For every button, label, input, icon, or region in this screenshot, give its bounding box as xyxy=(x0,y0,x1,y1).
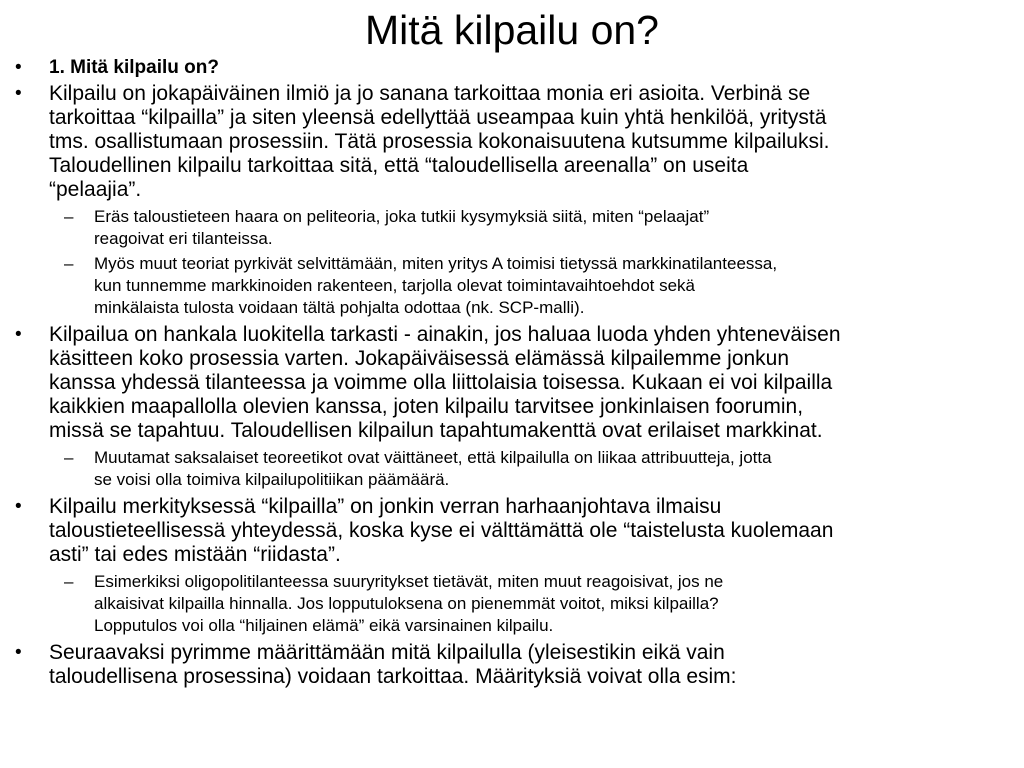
slide-title: Mitä kilpailu on? xyxy=(365,7,659,53)
sub-bullet-text: Esimerkiksi oligopolitilanteessa suuryritykset tietävät, miten muut reagoisivat, jos ne alkaisivat kilpailla hinnalla. Jos lopputuloksena on pienemmät voitot, miksi kilpailla? Lopputulos voi olla “hiljainen elämä” eikä varsinainen kilpailu. xyxy=(94,572,724,635)
sub-bullet-glyph: – xyxy=(64,572,74,591)
bullet-glyph: • xyxy=(15,57,22,78)
bullet-glyph: • xyxy=(15,496,22,517)
sub-bullet-text: Muutamat saksalaiset teoreetikot ovat väittäneet, että kilpailulla on liikaa attribuutteja, jotta se voisi olla toimiva kilpailupolitiikan päämäärä. xyxy=(94,448,772,489)
heading-bullet xyxy=(0,56,1024,80)
sub-bullet-item xyxy=(0,206,1024,250)
sub-bullet-text: Myös muut teoriat pyrkivät selvittämään, miten yritys A toimisi tietyssä markkinatilanteessa, kun tunnemme markkinoiden rakenteen, tarjolla olevat toimintavaihtoehdot sekä minkälaista tulosta voidaan tältä pohjalta odottaa (nk. SCP-malli). xyxy=(94,254,778,317)
bullet-item xyxy=(0,323,1024,443)
slide-body xyxy=(0,56,1024,689)
sub-bullet-item xyxy=(0,571,1024,637)
bullet-glyph: • xyxy=(15,83,22,104)
sub-bullet-item xyxy=(0,447,1024,491)
bullet-item xyxy=(0,82,1024,202)
bullet-text: Kilpailua on hankala luokitella tarkasti - ainakin, jos haluaa luoda yhden yhteneväisen käsitteen koko prosessia varten. Jokapäiväisessä elämässä kilpailemme jonkun kanssa yhdessä tilanteessa ja voimme olla liittolaisia toisessa. Kukaan ei voi kilpailla kaikkien maapallolla olevien kanssa, joten kilpailu tarvitsee jonkinlaisen foorumin, missä se tapahtuu. Taloudellisen kilpailun tapahtumakenttä ovat erilaiset markkinat. xyxy=(49,323,841,442)
bullet-glyph: • xyxy=(15,324,22,345)
bullet-text: Kilpailu merkityksessä “kilpailla” on jonkin verran harhaanjohtava ilmaisu taloustieteellisessä yhteydessä, koska kyse ei välttämättä ole “taistelusta kuolemaan asti” tai edes mistään “riidasta”. xyxy=(49,495,834,566)
bullet-item xyxy=(0,495,1024,567)
sub-bullet-glyph: – xyxy=(64,448,74,467)
sub-bullet-glyph: – xyxy=(64,254,74,273)
bullet-text: Seuraavaksi pyrimme määrittämään mitä kilpailulla (yleisestikin eikä vain taloudellisena prosessina) voidaan tarkoittaa. Määrityksiä voivat olla esim: xyxy=(49,641,737,688)
sub-bullet-item xyxy=(0,253,1024,319)
bullet-glyph: • xyxy=(15,642,22,663)
heading-bullet-text: 1. Mitä kilpailu on? xyxy=(49,57,219,78)
bullet-item xyxy=(0,641,1024,689)
sub-bullet-text: Eräs taloustieteen haara on peliteoria, joka tutkii kysymyksiä siitä, miten “pelaajat” reagoivat eri tilanteissa. xyxy=(94,207,710,248)
bullet-text: Kilpailu on jokapäiväinen ilmiö ja jo sanana tarkoittaa monia eri asioita. Verbinä se tarkoittaa “kilpailla” ja siten yleensä edellyttää useampaa kuin yhtä henkilöä, yritystä tms. osallistumaan prosessiin. Tätä prosessia kokonaisuutena kutsumme kilpailuksi. Taloudellinen kilpailu tarkoittaa sitä, että “taloudellisella areenalla” on useita “pelaajia”. xyxy=(49,82,830,201)
sub-bullet-glyph: – xyxy=(64,207,74,226)
